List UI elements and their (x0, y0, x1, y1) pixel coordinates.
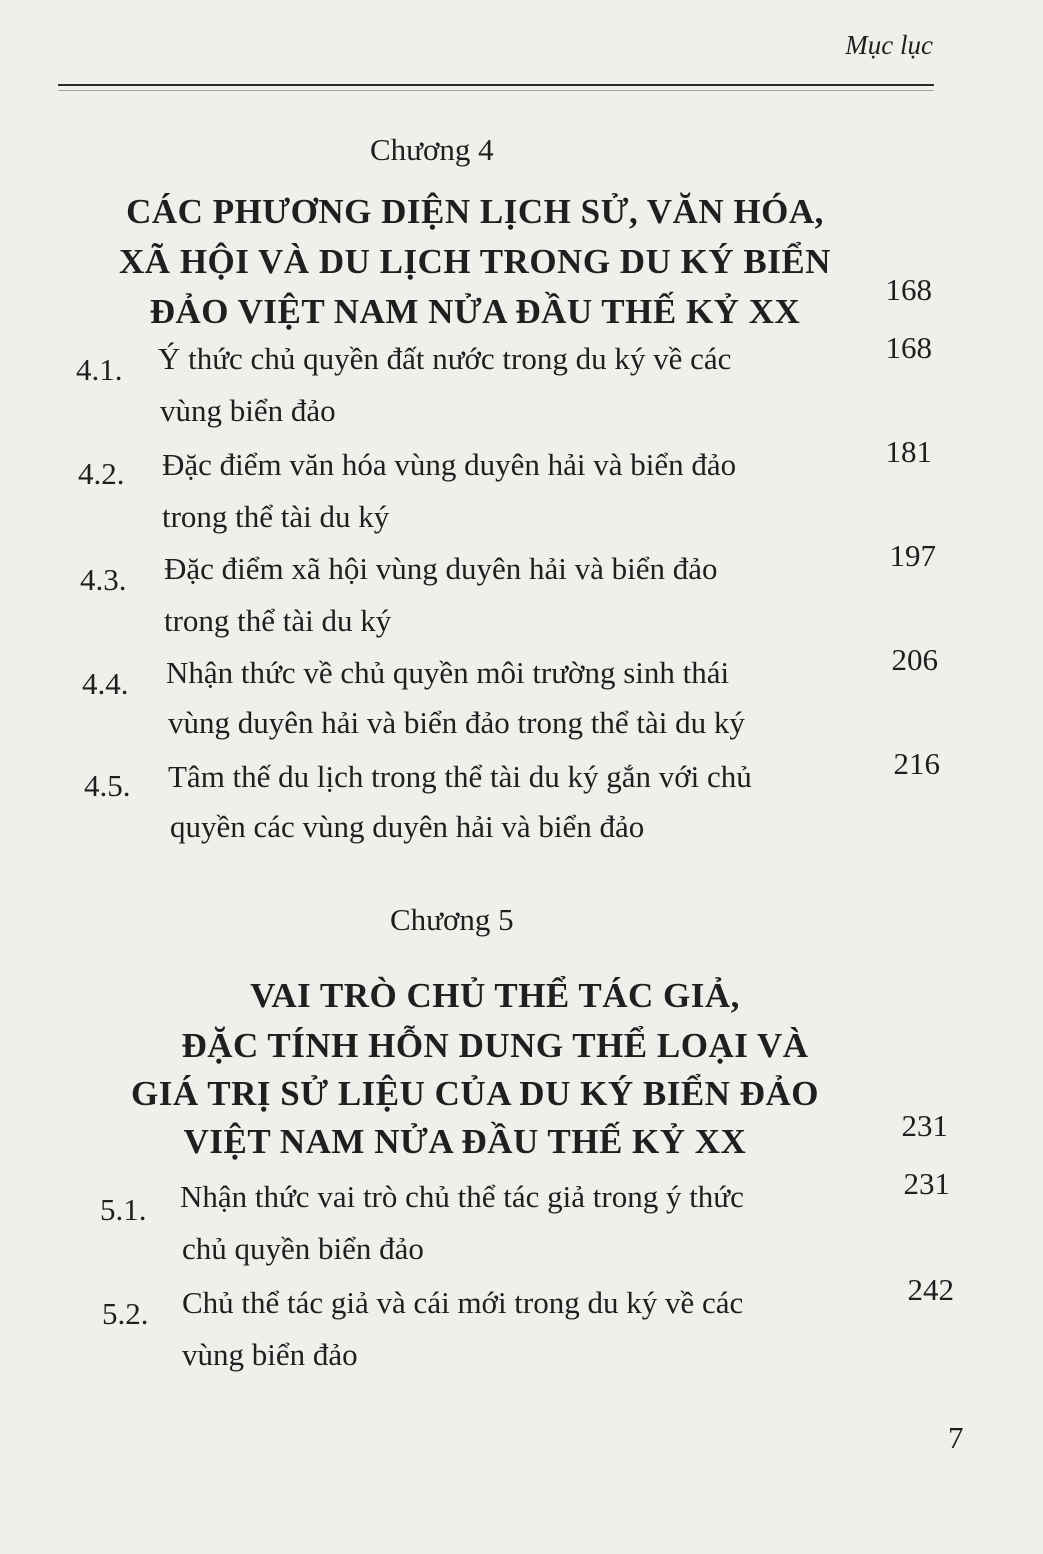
entry-5-1-number: 5.1. (100, 1192, 147, 1227)
entry-5-2-number: 5.2. (102, 1296, 149, 1331)
entry-4-4-number: 4.4. (82, 666, 129, 701)
entry-4-2-line-2: trong thể tài du ký (162, 499, 390, 534)
entry-4-1-page: 168 (885, 330, 932, 365)
chapter-5-title-line-4: VIỆT NAM NỬA ĐẦU THẾ KỶ XX (183, 1122, 747, 1161)
entry-4-5-line-2: quyền các vùng duyên hải và biển đảo (170, 809, 645, 844)
chapter-5-title-line-3: GIÁ TRỊ SỬ LIỆU CỦA DU KÝ BIỂN ĐẢO (131, 1074, 819, 1113)
entry-4-3-page: 197 (889, 538, 936, 573)
entry-5-2-line-1: Chủ thể tác giả và cái mới trong du ký về các (182, 1285, 744, 1320)
entry-4-4-line-2: vùng duyên hải và biển đảo trong thể tài du ký (168, 705, 745, 740)
entry-4-4-page: 206 (891, 642, 938, 677)
chapter-5-label: Chương 5 (390, 902, 514, 937)
chapter-4-title-line-1: CÁC PHƯƠNG DIỆN LỊCH SỬ, VĂN HÓA, (126, 192, 824, 231)
entry-5-1-line-2: chủ quyền biển đảo (182, 1231, 424, 1266)
entry-4-5-number: 4.5. (84, 768, 131, 803)
entry-4-1-line-2: vùng biển đảo (160, 393, 336, 428)
entry-4-3-line-2: trong thể tài du ký (164, 603, 392, 638)
running-head: Mục lục (845, 30, 933, 60)
entry-4-3-line-1: Đặc điểm xã hội vùng duyên hải và biển đảo (164, 551, 718, 586)
chapter-5-title-line-1: VAI TRÒ CHỦ THỂ TÁC GIẢ, (250, 976, 740, 1015)
chapter-5-title-line-2: ĐẶC TÍNH HỖN DUNG THỂ LOẠI VÀ (181, 1026, 809, 1065)
entry-5-2-line-2: vùng biển đảo (182, 1337, 358, 1372)
chapter-4-label: Chương 4 (370, 132, 494, 167)
page-folio: 7 (948, 1420, 964, 1455)
entry-5-1-line-1: Nhận thức vai trò chủ thể tác giả trong ý thức (180, 1179, 744, 1214)
entry-4-2-page: 181 (885, 434, 932, 469)
chapter-4-title-line-2: XÃ HỘI VÀ DU LỊCH TRONG DU KÝ BIỂN (119, 242, 831, 281)
entry-4-4-line-1: Nhận thức về chủ quyền môi trường sinh thái (166, 655, 730, 690)
entry-5-1-page: 231 (903, 1166, 950, 1201)
entry-4-5-page: 216 (893, 746, 940, 781)
entry-4-1-line-1: Ý thức chủ quyền đất nước trong du ký về các (158, 341, 732, 376)
header-rule (58, 84, 934, 86)
chapter-5-page: 231 (901, 1108, 948, 1143)
entry-4-2-number: 4.2. (78, 456, 125, 491)
entry-4-5-line-1: Tâm thế du lịch trong thể tài du ký gắn với chủ (168, 759, 752, 794)
chapter-4-title-line-3: ĐẢO VIỆT NAM NỬA ĐẦU THẾ KỶ XX (149, 292, 801, 331)
entry-5-2-page: 242 (907, 1272, 954, 1307)
chapter-4-page: 168 (885, 272, 932, 307)
header-rule-thin (58, 90, 934, 91)
entry-4-1-number: 4.1. (76, 352, 123, 387)
entry-4-2-line-1: Đặc điểm văn hóa vùng duyên hải và biển đảo (162, 447, 737, 482)
entry-4-3-number: 4.3. (80, 562, 127, 597)
